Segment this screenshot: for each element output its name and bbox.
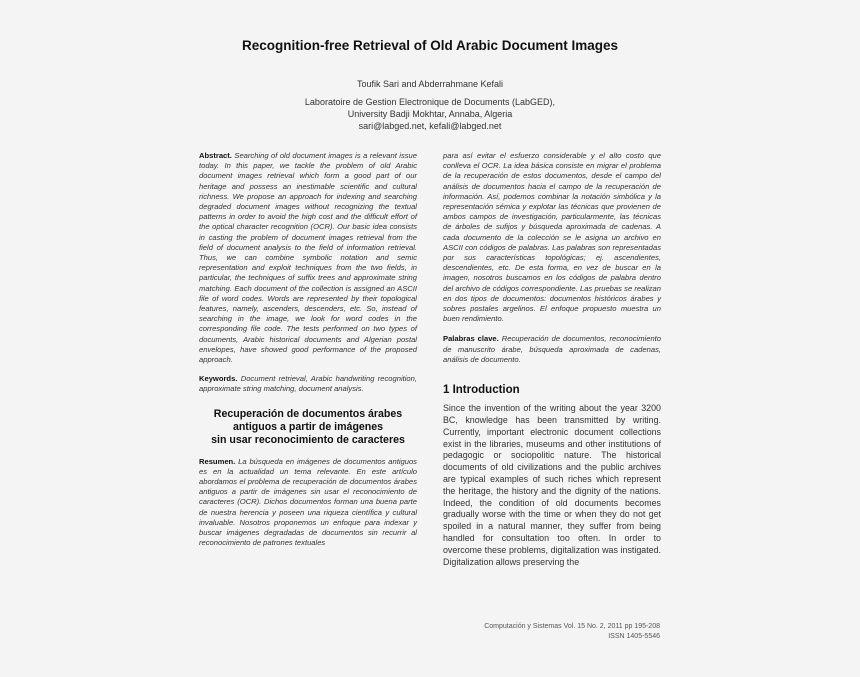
palabras-text: Recuperación de documentos, reconocimiento de manuscrito árabe, búsqueda aproximada de cadenas, análisis de documento. (443, 334, 661, 364)
abstract-text: Searching of old document images is a relevant issue today. In this paper, we tackle the problem of old Arabic document images retrieval which form a good part of our heritage and possess an inestimable scientific and cultural richness. We propose an approach for indexing and searching degraded document images without recognizing the textual patterns in order to avoid the high cost and the difficult effort of the optical character recognition (OCR). Our basic idea consists in casting the problem of document images retrieval from the field of document analysis to the field of information retrieval. Thus, we can combine symbolic notation and semic representation and exploit techniques from the two fields, in particular, the techniques of suffix trees and approximate string matching. Each document of the collection is assigned an ASCII file of word codes. Words are represented by their topological features, namely, ascenders, descenders, etc. So, instead of searching in the image, we look for word codes in the corresponding file code. The tests performed on two types of documents, Arabic historical documents and Algerian postal envelopes, have showed good performance of the proposed approach. (199, 151, 417, 365)
affiliation-emails: sari@labged.net, kefali@labged.net (358, 121, 502, 131)
keywords-text: Document retrieval, Arabic handwriting recognition, approximate string matching, document analysis. (199, 374, 417, 394)
keywords (199, 374, 417, 394)
spanish-title (199, 408, 417, 447)
affiliation-block (0, 96, 860, 132)
affiliation-line: University Badji Mokhtar, Annaba, Algeria (347, 109, 513, 119)
right-column (443, 151, 661, 577)
footer-journal: Computación y Sistemas Vol. 15 No. 2, 2011 pp 195-208 (484, 623, 660, 630)
spanish-title-line: antiguos a partir de imágenes (232, 420, 384, 433)
abstract-label: Abstract. (199, 151, 232, 160)
palabras-clave (443, 334, 661, 365)
keywords-label: Keywords. (199, 374, 238, 384)
section-heading: 1 Introduction (443, 384, 520, 397)
resumen-text: La búsqueda en imágenes de documentos antiguos es en la actualidad un tema relevante. En este artículo abordamos el problema de recuperación de documentos árabes antiguos a partir de imágenes sin usar el reconocimiento de caracteres (OCR). Dichos documentos forman una buena parte de nuestra herencia y poseen una riqueza científica y cultural invaluable. Nosotros proponemos un enfoque para indexar y buscar imágenes degradadas de documentos sin recurrir al reconocimiento de patrones textuales (199, 456, 417, 548)
affiliation-line: Laboratoire de Gestion Electronique de Documents (LabGED), (304, 97, 556, 107)
spanish-title-line: Recuperación de documentos árabes (213, 407, 403, 420)
palabras-label: Palabras clave. (443, 334, 499, 344)
page-footer (484, 622, 660, 641)
footer-issn: ISSN 1405-5546 (608, 632, 660, 640)
resumen-label: Resumen. (199, 456, 236, 466)
paper-authors: Toufik Sari and Abderrahmane Kefali (356, 79, 504, 89)
spanish-title-line: sin usar reconocimiento de caracteres (211, 433, 405, 446)
introduction-text: Since the invention of the writing about the year 3200 BC, knowledge has been transmitted by writing. Currently, important electronic document collections exist in the libraries, museums and other institutions of pedagogic or sociopolitic nature. The historical documents of old civilizations and the public archives are typical examples of such riches which represent the heritage, the history and the dignity of the nations. Indeed, the condition of old documents becomes gradually worse with the time or when they do not get spoiled in a natural manner, they suffer from being handled for consultation too often. In order to overcome these problems, digitalization was instigated. Digitalization allows preserving the (443, 403, 661, 567)
resumen-continued: para así evitar el esfuerzo considerable y el alto costo que conlleva el OCR. La idea básica consiste en migrar el problema de la recuperación de estos documentos, desde el campo del análisis de documentos hacia el campo de la recuperación de información. Así, podemos combinar la notación simbólica y la representación sémica y explotar las técnicas que provienen de ambos campos de investigación, particularmente, las técnicas de árboles de sufijos y búsqueda aproximada de cadenas. A cada documento de la colección se le asigna un archivo en ASCII con códigos de palabras. Las palabras son representadas por sus características topológicas; ej. ascendientes, descendientes, etc. De esta forma, en vez de buscar en la imagen, nosotros buscamos en los códigos de palabra dentro del archivo de códigos correspondiente. Las pruebas se realizan en dos tipos de documentos: documentos históricos árabes y sobres postales argelinos. El enfoque propuesto muestra un buen rendimiento. (443, 151, 661, 324)
abstract (199, 151, 417, 365)
left-column (199, 151, 417, 549)
resumen (199, 457, 417, 549)
paper-title: Recognition-free Retrieval of Old Arabic Document Images (241, 38, 619, 53)
